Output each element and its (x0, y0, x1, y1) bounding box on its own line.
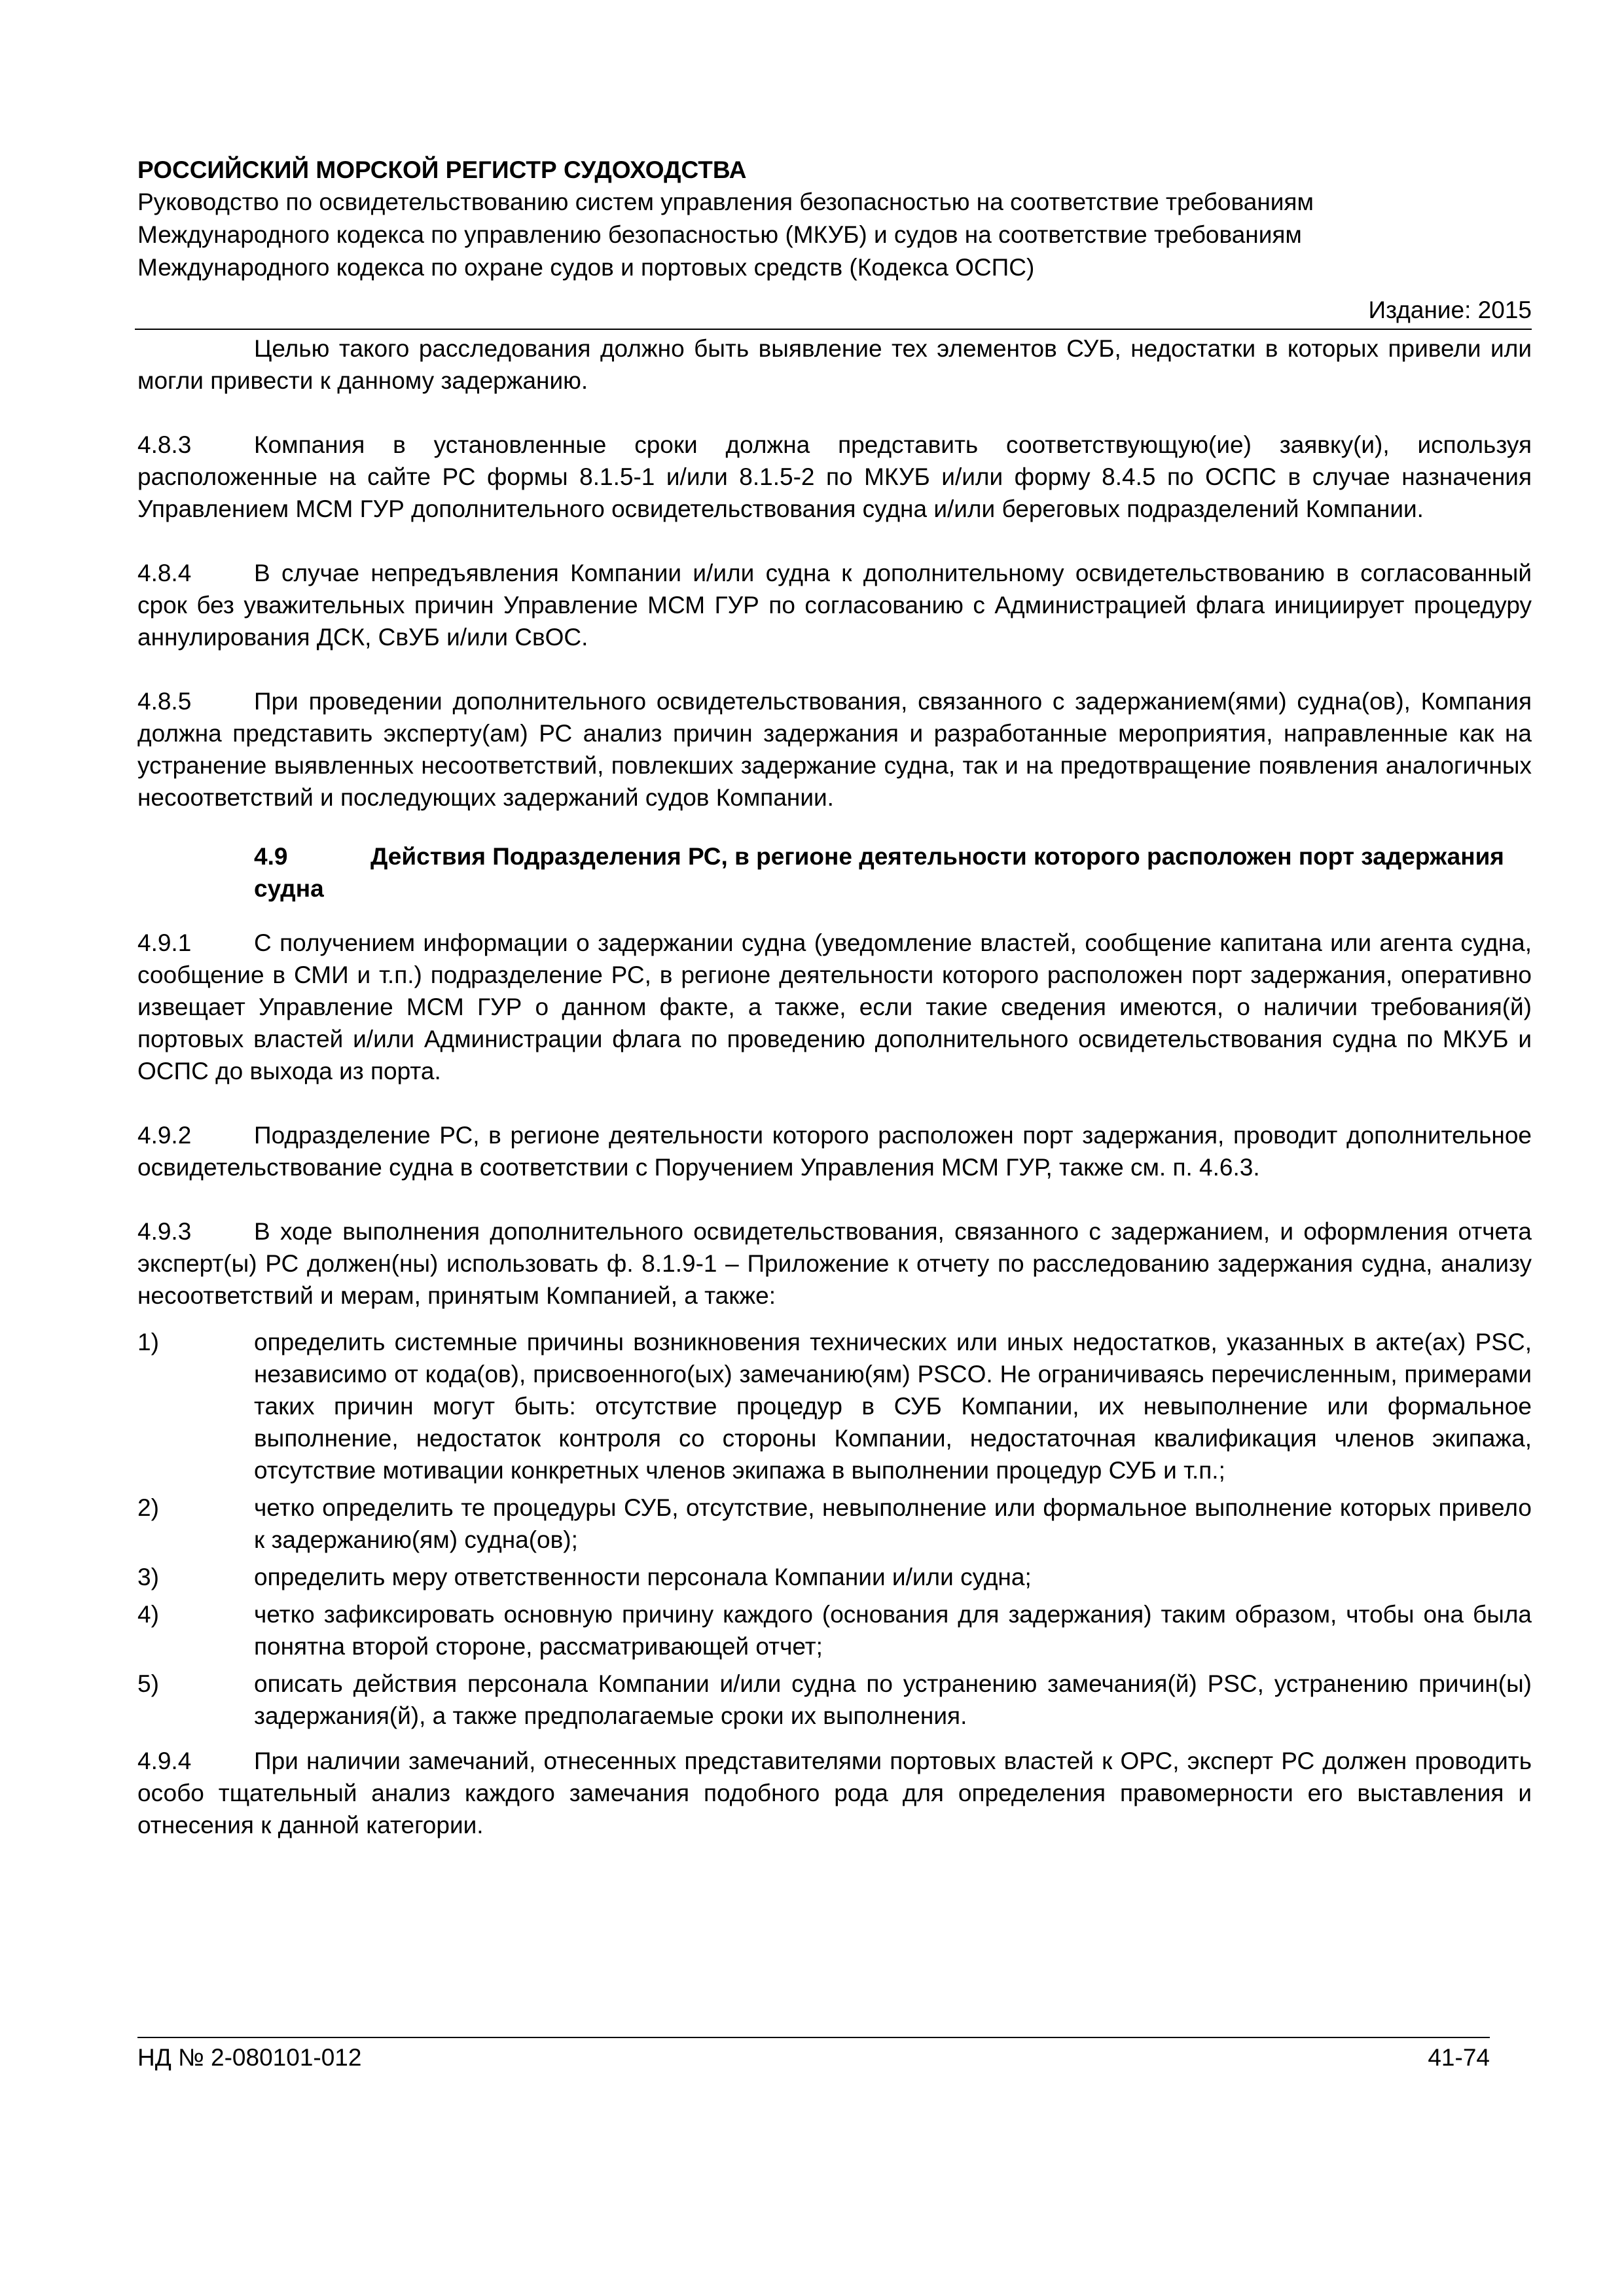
paragraph-4-9-3 (137, 1215, 1532, 1312)
guide-title-line-2: Международного кодекса по управлению безопасностью (МКУБ) и судов на соответствие требованиям (137, 221, 1302, 248)
section-heading-4-9 (254, 840, 1532, 905)
footer-divider (137, 2037, 1490, 2038)
section-number: 4.9 (254, 843, 288, 870)
paragraph-number: 4.9.4 (137, 1748, 192, 1774)
list-item-text: определить системные причины возникновения технических или иных недостатков, указанных в акте(ах) PSC, независимо от кода(ов), присвоенного(ых) замечанию(ям) PSCO. Не ограничиваясь перечисленным, примерами таких причин могут быть: отсутствие процедур в СУБ Компании, их невыполнение или формальное выполнение, недостаток контроля со стороны Компании, недостаточная квалификация членов экипажа, отсутствие мотивации конкретных членов экипажа в выполнении процедур СУБ и т.п.; (254, 1329, 1532, 1484)
document-number: НД № 2-080101-012 (137, 2044, 362, 2071)
list-item (137, 1561, 1532, 1593)
document-body (137, 332, 1532, 1873)
list-item (137, 1326, 1532, 1486)
list-item-text: четко зафиксировать основную причину каждого (основания для задержания) таким образом, чтобы она была понятна второй стороне, рассматривающей отчет; (254, 1601, 1532, 1660)
section-title: Действия Подразделения РС, в регионе деятельности которого расположен порт задержания судна (254, 843, 1504, 902)
list-marker: 4) (137, 1601, 159, 1628)
list-item (137, 1492, 1532, 1556)
header-divider (135, 329, 1532, 330)
paragraph-text: В случае непредъявления Компании и/или судна к дополнительному освидетельствованию в согласованный срок без уважительных причин Управление МСМ ГУР по согласованию с Администрацией флага инициирует процедуру аннулирования ДСК, СвУБ и/или СвОС. (137, 560, 1532, 651)
list-item (137, 1668, 1532, 1732)
list-item-text: четко определить те процедуры СУБ, отсутствие, невыполнение или формальное выполнение которых привело к задержанию(ям) судна(ов); (254, 1494, 1532, 1553)
paragraph-text: Подразделение РС, в регионе деятельности которого расположен порт задержания, проводит дополнительное освидетельствование судна в соответствии с Поручением Управления МСМ ГУР, также см. п. 4.6.3. (137, 1122, 1532, 1181)
page-number: 41-74 (1428, 2044, 1490, 2071)
intro-paragraph: Целью такого расследования должно быть выявление тех элементов СУБ, недостатки в которых привели или могли привести к данному задержанию. (137, 335, 1532, 394)
paragraph-number: 4.9.3 (137, 1218, 192, 1245)
paragraph-text: При проведении дополнительного освидетельствования, связанного с задержанием(ями) судна(ов), Компания должна представить эксперту(ам) РС анализ причин задержания и разработанные мероприятия, направленные как на устранение выявленных несоответствий, повлекших задержание судна, так и на предотвращение появления аналогичных несоответствий и последующих задержаний судов Компании. (137, 688, 1532, 811)
paragraph-text: С получением информации о задержании судна (уведомление властей, сообщение капитана или агента судна, сообщение в СМИ и т.п.) подразделение РС, в регионе деятельности которого расположен порт задержания, оперативно извещает Управление МСМ ГУР о данном факте, а также, если такие сведения имеются, о наличии требования(й) портовых властей и/или Администрации флага по проведению дополнительного освидетельствования судна по МКУБ и ОСПС до выхода из порта. (137, 929, 1532, 1085)
guide-title-line-1: Руководство по освидетельствованию систем управления безопасностью на соответствие требованиям (137, 188, 1314, 215)
list-marker: 5) (137, 1670, 159, 1697)
paragraph-4-8-5 (137, 685, 1532, 814)
organization-title: РОССИЙСКИЙ МОРСКОЙ РЕГИСТР СУДОХОДСТВА (137, 156, 747, 183)
document-header (137, 154, 1532, 284)
list-marker: 3) (137, 1564, 159, 1590)
list-item (137, 1598, 1532, 1662)
paragraph-4-8-4 (137, 557, 1532, 653)
paragraph-number: 4.8.3 (137, 431, 192, 458)
list-item-text: определить меру ответственности персонала Компании и/или судна; (254, 1564, 1032, 1590)
edition-label: Издание: 2015 (1368, 296, 1532, 323)
paragraph-number: 4.9.2 (137, 1122, 192, 1149)
paragraph-text: При наличии замечаний, отнесенных представителями портовых властей к ОРС, эксперт РС должен проводить особо тщательный анализ каждого замечания подобного рода для определения правомерности его выставления и отнесения к данной категории. (137, 1748, 1532, 1839)
paragraph-4-9-2 (137, 1119, 1532, 1183)
paragraph-text: В ходе выполнения дополнительного освидетельствования, связанного с задержанием, и оформления отчета эксперт(ы) РС должен(ны) использовать ф. 8.1.9-1 – Приложение к отчету по расследованию задержания судна, анализу несоответствий и мерам, принятым Компанией, а также: (137, 1218, 1532, 1309)
list-marker: 2) (137, 1494, 159, 1521)
requirements-list (137, 1326, 1532, 1732)
list-marker: 1) (137, 1329, 159, 1355)
list-item-text: описать действия персонала Компании и/или судна по устранению замечания(й) PSC, устранению причин(ы) задержания(й), а также предполагаемые сроки их выполнения. (254, 1670, 1532, 1729)
paragraph-4-9-4 (137, 1745, 1532, 1841)
paragraph-4-9-1 (137, 927, 1532, 1087)
guide-title-line-3: Международного кодекса по охране судов и портовых средств (Кодекса ОСПС) (137, 254, 1035, 281)
paragraph-4-8-3 (137, 429, 1532, 525)
paragraph-number: 4.8.5 (137, 688, 192, 715)
paragraph-text: Компания в установленные сроки должна представить соответствующую(ие) заявку(и), используя расположенные на сайте РС формы 8.1.5-1 и/или 8.1.5-2 по МКУБ и/или форму 8.4.5 по ОСПС в случае назначения Управлением МСМ ГУР дополнительного освидетельствования судна и/или береговых подразделений Компании. (137, 431, 1532, 522)
paragraph-number: 4.8.4 (137, 560, 192, 586)
paragraph-number: 4.9.1 (137, 929, 192, 956)
